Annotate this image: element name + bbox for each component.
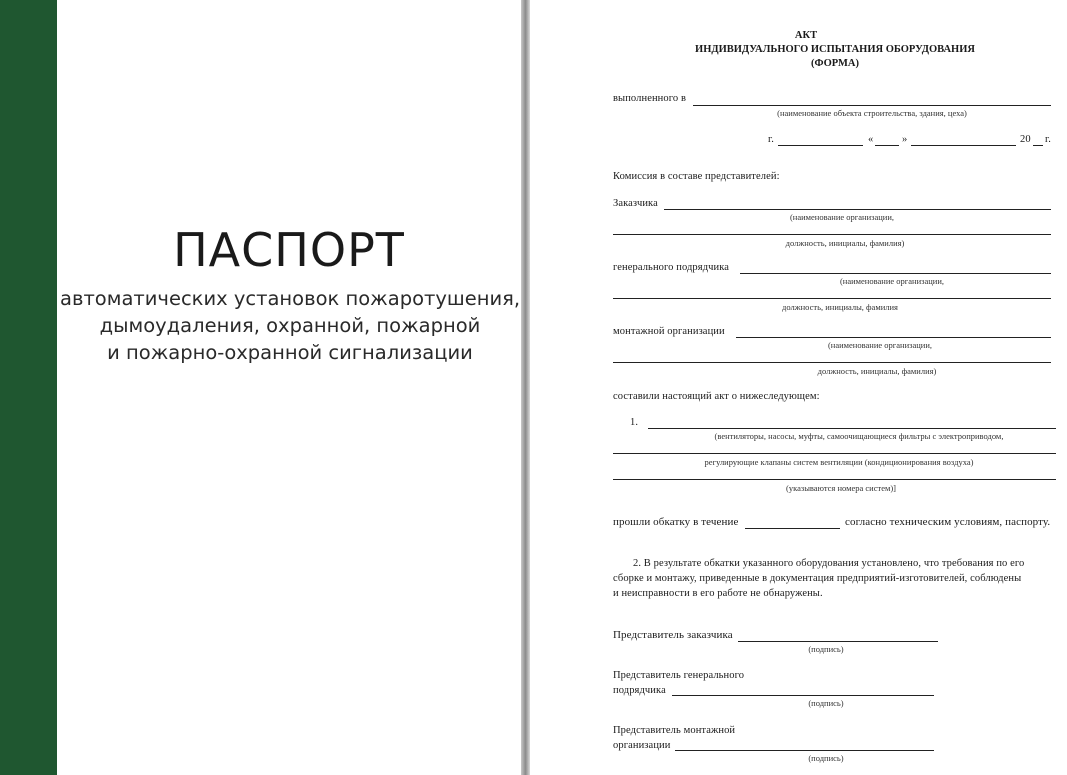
install-signature-line	[675, 750, 934, 751]
item2-line: сборке и монтажу, приведенные в документация предприятий-изготовителей, соблюдены	[613, 573, 1022, 584]
city-line	[778, 145, 863, 146]
customer-line	[664, 209, 1051, 210]
quote-close: »	[902, 134, 908, 145]
form-header-act: АКТ	[794, 30, 818, 41]
general-contractor-label: генерального подрядчика	[613, 262, 730, 273]
book-spine	[521, 0, 530, 775]
day-line	[875, 145, 899, 146]
signature-caption: (подпись)	[808, 644, 844, 654]
general-contractor-line-2	[613, 298, 1051, 299]
install-rep-label-2: организации	[613, 740, 671, 751]
breakin-period-line	[745, 528, 840, 529]
year-suffix: г.	[1045, 134, 1051, 145]
customer-org-caption: (наименование организации,	[789, 212, 895, 222]
breakin-prefix: прошли обкатку в течение	[613, 516, 739, 528]
general-rep-label-2: подрядчика	[613, 685, 666, 696]
item1-line-3	[613, 479, 1056, 480]
signature-caption: (подпись)	[808, 698, 844, 708]
compiled-statement: составили настоящий акт о нижеследующем:	[613, 391, 820, 402]
cover-green-strip	[0, 0, 57, 775]
city-prefix: г.	[768, 134, 774, 145]
month-line	[911, 145, 1016, 146]
item1-line-2	[613, 453, 1056, 454]
cover-subtitle-line: дымоудаления, охранной, пожарной	[99, 314, 481, 337]
installation-position-caption: должность, инициалы, фамилия)	[817, 366, 937, 376]
object-caption: (наименование объекта строительства, здания, цеха)	[777, 108, 967, 118]
installation-org-line	[736, 337, 1051, 338]
systems-caption: (указываются номера систем)]	[785, 483, 897, 493]
object-line	[693, 105, 1051, 106]
signature-caption: (подпись)	[808, 753, 844, 763]
form-header-form: (ФОРМА)	[810, 58, 860, 69]
valves-caption: регулирующие клапаны систем вентиляции (кондиционирования воздуха)	[704, 457, 974, 467]
cover-subtitle-line: и пожарно-охранной сигнализации	[107, 341, 473, 364]
year-prefix: 20	[1020, 134, 1031, 145]
customer-position-caption: должность, инициалы, фамилия)	[785, 238, 905, 248]
general-contractor-line	[740, 273, 1051, 274]
customer-line-2	[613, 234, 1051, 235]
executed-label: выполненного в	[613, 93, 687, 104]
commission-label: Комиссия в составе представителей:	[613, 171, 780, 182]
installation-org-line-2	[613, 362, 1051, 363]
customer-rep-label: Представитель заказчика	[613, 629, 733, 641]
quote-open: «	[868, 134, 874, 145]
item2-line: 2. В результате обкатки указанного оборудования установлено, что требования по его	[633, 558, 1025, 569]
general-contractor-org-caption: (наименование организации,	[839, 276, 945, 286]
breakin-suffix: согласно техническим условиям, паспорту.	[845, 516, 1051, 528]
cover-title: ПАСПОРТ	[173, 223, 405, 277]
act-form-page	[530, 0, 1067, 775]
item2-line: и неисправности в его работе не обнаружены.	[613, 588, 823, 599]
item1-line	[648, 428, 1056, 429]
customer-signature-line	[738, 641, 938, 642]
cover-subtitle	[60, 285, 520, 366]
installation-org-caption: (наименование организации,	[827, 340, 933, 350]
general-contractor-position-caption: должность, инициалы, фамилия	[782, 302, 898, 312]
installation-org-label: монтажной организации	[613, 326, 725, 337]
equipment-caption: (вентиляторы, насосы, муфты, самоочищающиеся фильтры с электроприводом,	[714, 431, 1004, 441]
year-line	[1033, 145, 1043, 146]
passport-cover	[0, 0, 523, 775]
general-signature-line	[672, 695, 934, 696]
cover-subtitle-line: автоматических установок пожаротушения,	[60, 287, 521, 310]
customer-label: Заказчика	[613, 198, 658, 209]
form-header-title: ИНДИВИДУАЛЬНОГО ИСПЫТАНИЯ ОБОРУДОВАНИЯ	[695, 44, 975, 55]
item1-number: 1.	[630, 417, 639, 428]
general-rep-label: Представитель генерального	[613, 670, 745, 681]
install-rep-label: Представитель монтажной	[613, 725, 736, 736]
